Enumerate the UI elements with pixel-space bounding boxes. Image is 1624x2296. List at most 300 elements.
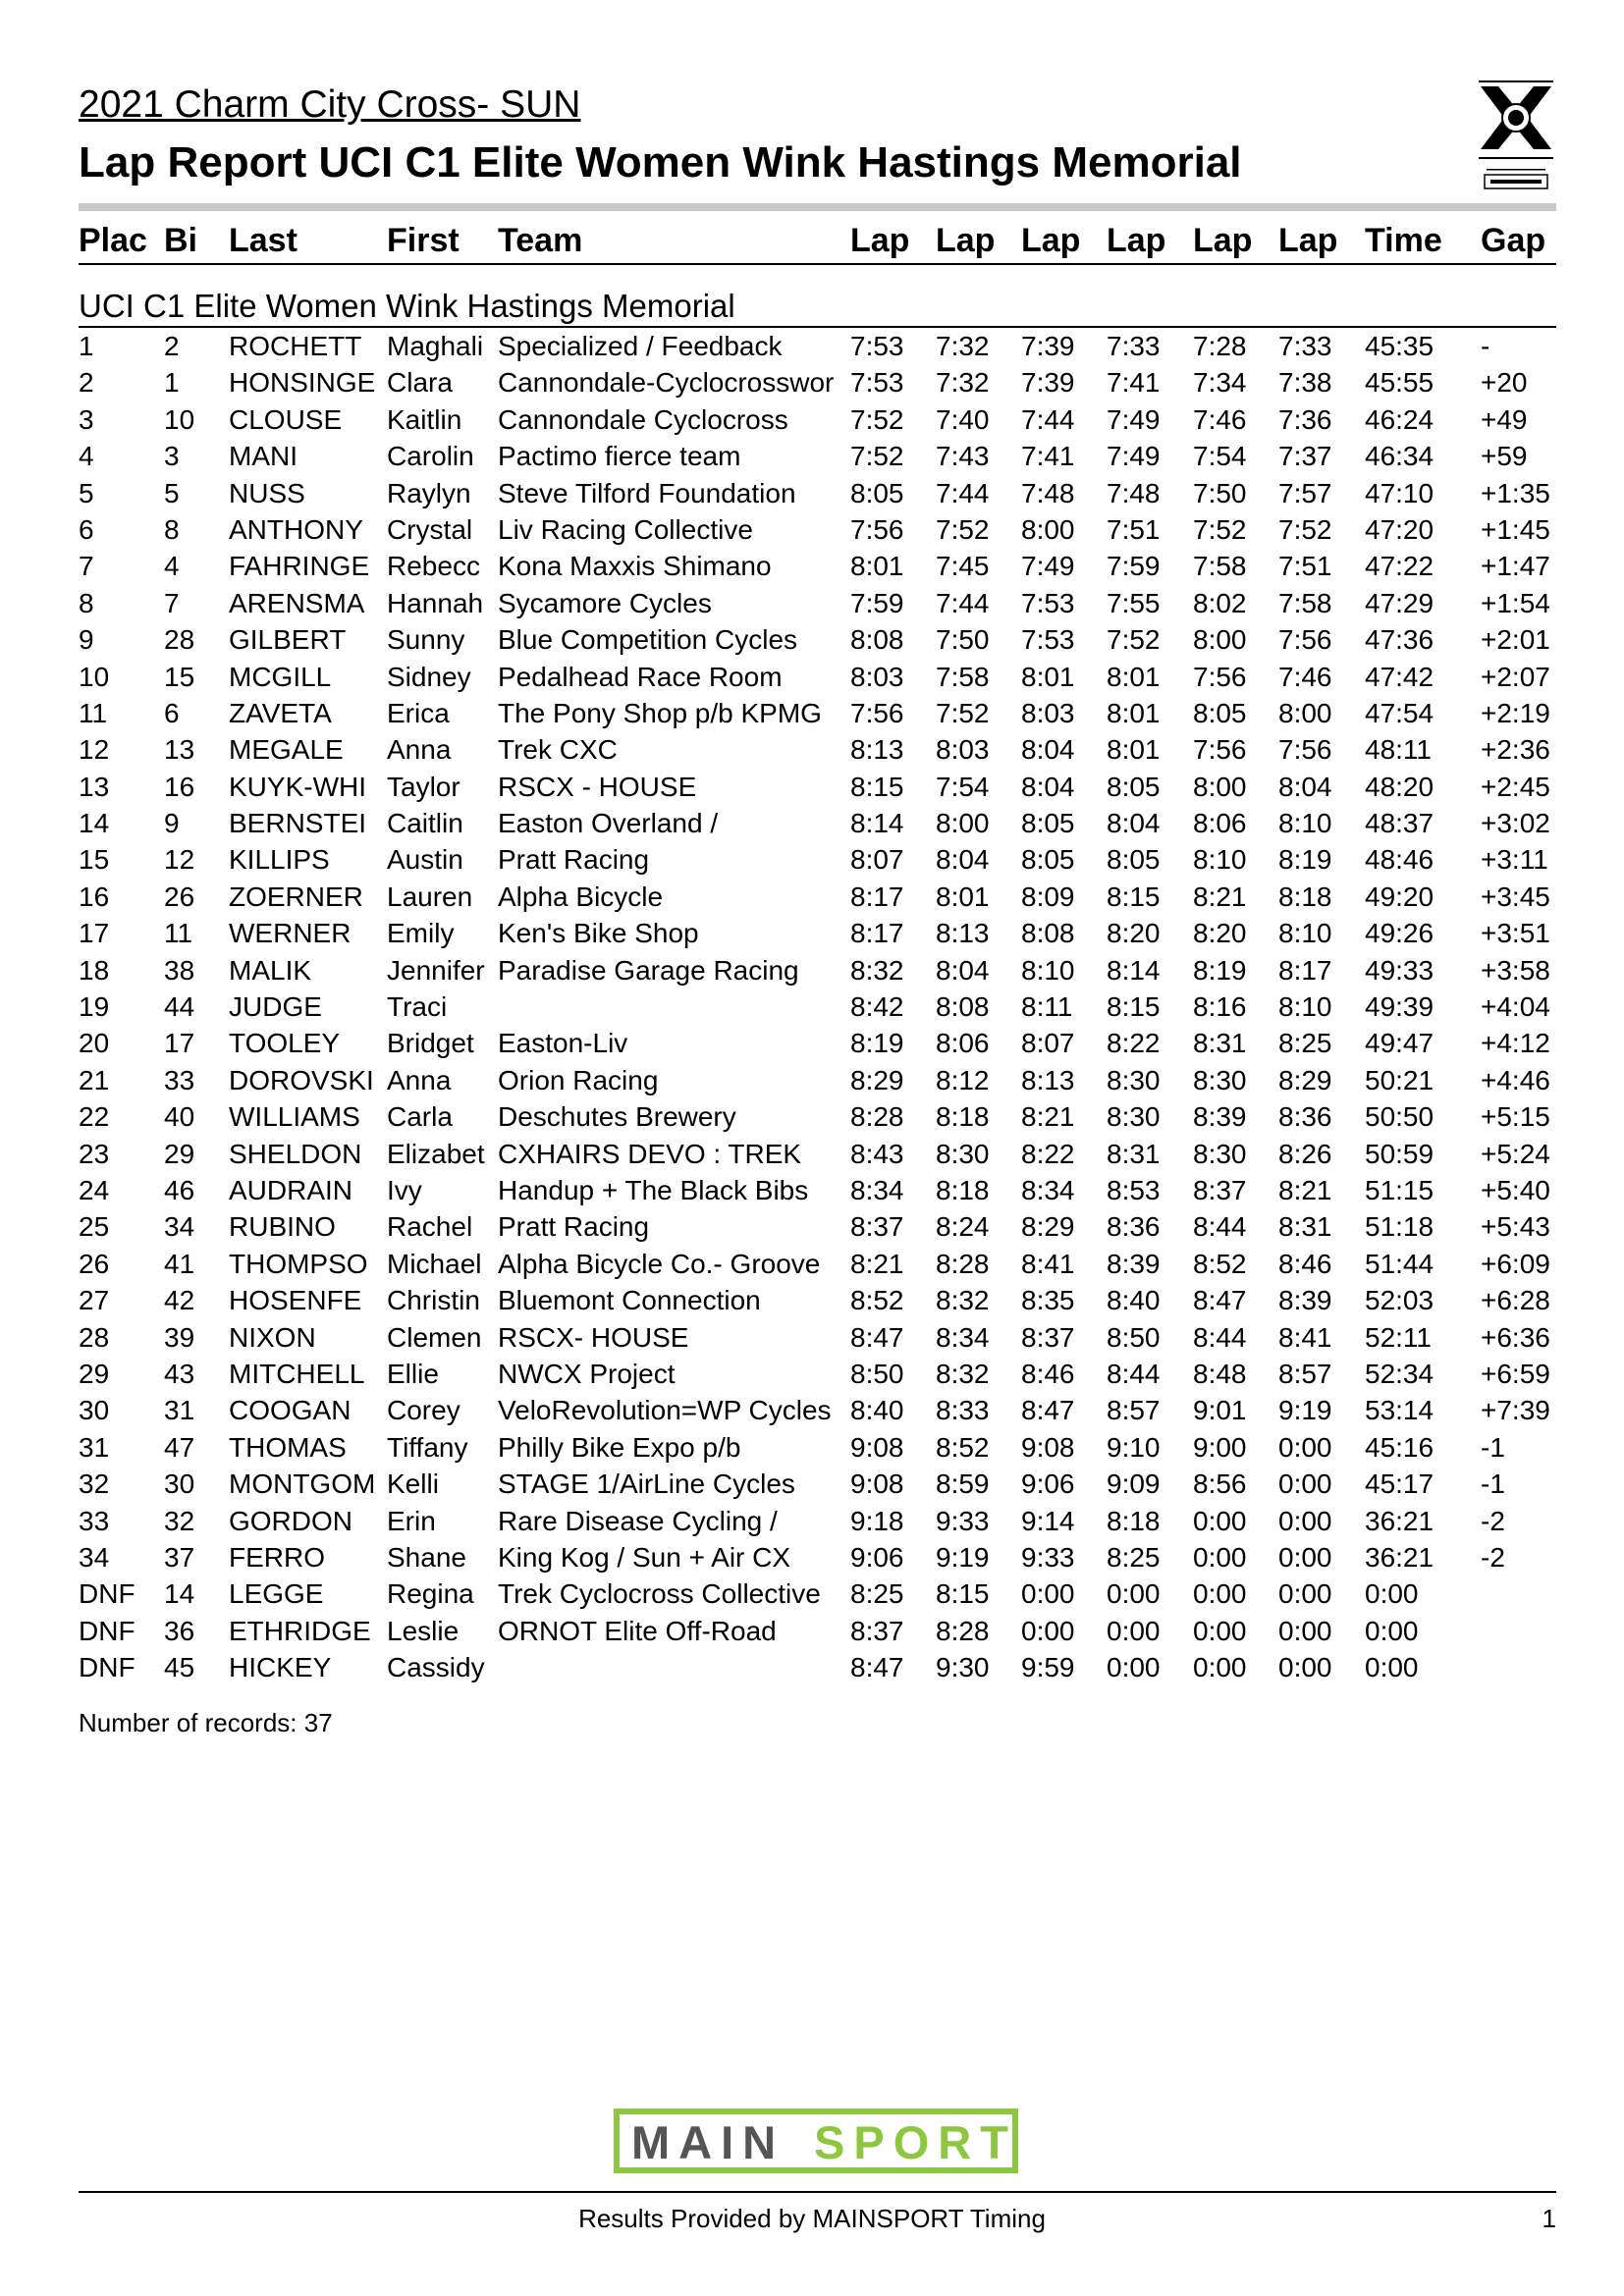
cell-lap-6: 7:56 xyxy=(1278,625,1332,656)
cell-team: King Kog / Sun + Air CX xyxy=(498,1542,791,1573)
cell-lap-3: 8:37 xyxy=(1021,1322,1075,1353)
cell-gap: +3:45 xyxy=(1481,881,1550,912)
cell-team: Alpha Bicycle Co.- Groove xyxy=(498,1249,821,1279)
cell-lap-1: 7:56 xyxy=(850,514,904,545)
cell-lap-5: 8:06 xyxy=(1193,809,1247,839)
cell-lap-5: 0:00 xyxy=(1193,1506,1247,1536)
cell-time: 52:11 xyxy=(1365,1322,1432,1353)
table-row xyxy=(0,731,1624,768)
cell-first-name: Crystal xyxy=(387,514,473,545)
cell-last-name: THOMPSO xyxy=(229,1249,368,1279)
cell-lap-3: 8:11 xyxy=(1021,992,1073,1023)
cell-place: 12 xyxy=(79,735,110,766)
cell-last-name: KUYK-WHI xyxy=(229,772,366,802)
table-row xyxy=(0,1613,1624,1649)
cell-time: 45:35 xyxy=(1365,332,1435,361)
cell-last-name: ZAVETA xyxy=(229,698,332,728)
cell-first-name: Shane xyxy=(387,1542,466,1573)
table-row xyxy=(0,1025,1624,1061)
cell-time: 36:21 xyxy=(1365,1542,1435,1573)
cell-first-name: Caitlin xyxy=(387,809,463,839)
cell-team: Liv Racing Collective xyxy=(498,514,753,545)
charm-city-cross-logo xyxy=(1477,79,1555,192)
cell-last-name: JUDGE xyxy=(229,992,322,1023)
cell-last-name: ZOERNER xyxy=(229,881,363,912)
cell-lap-2: 7:50 xyxy=(936,625,990,656)
cell-lap-6: 9:19 xyxy=(1278,1396,1332,1426)
cell-lap-1: 8:17 xyxy=(850,881,904,912)
cell-lap-3: 8:41 xyxy=(1021,1249,1075,1279)
header-rule xyxy=(79,263,1556,265)
cell-lap-4: 8:04 xyxy=(1107,809,1161,839)
cell-first-name: Hannah xyxy=(387,588,484,618)
table-row xyxy=(0,1503,1624,1539)
cell-team: The Pony Shop p/b KPMG xyxy=(498,698,822,728)
cell-gap: +5:24 xyxy=(1481,1139,1550,1169)
cell-lap-1: 8:29 xyxy=(850,1065,904,1095)
cell-time: 51:15 xyxy=(1365,1175,1435,1205)
cell-place: DNF xyxy=(79,1616,135,1646)
cell-lap-5: 8:39 xyxy=(1193,1102,1247,1133)
cell-first-name: Bridget xyxy=(387,1029,474,1059)
cell-lap-3: 8:00 xyxy=(1021,514,1075,545)
cell-time: 52:03 xyxy=(1365,1286,1435,1316)
cell-place: 16 xyxy=(79,881,110,912)
cell-place: 18 xyxy=(79,955,110,986)
cell-lap-6: 8:10 xyxy=(1278,809,1332,839)
cell-first-name: Sunny xyxy=(387,625,465,656)
cell-first-name: Clara xyxy=(387,368,453,399)
cell-time: 48:11 xyxy=(1365,735,1432,766)
cell-time: 45:55 xyxy=(1365,368,1435,399)
cell-place: 10 xyxy=(79,662,110,692)
cell-lap-1: 8:03 xyxy=(850,662,904,692)
cell-gap: +2:01 xyxy=(1481,625,1550,656)
cell-place: 22 xyxy=(79,1102,110,1133)
cell-gap: +49 xyxy=(1481,404,1528,435)
cell-lap-3: 8:05 xyxy=(1021,845,1075,876)
cell-time: 49:47 xyxy=(1365,1029,1435,1059)
cell-last-name: WILLIAMS xyxy=(229,1102,360,1133)
cell-lap-1: 7:56 xyxy=(850,698,904,728)
cell-first-name: Corey xyxy=(387,1396,460,1426)
cell-time: 49:33 xyxy=(1365,955,1435,986)
cell-lap-3: 8:09 xyxy=(1021,881,1075,912)
cell-gap: -2 xyxy=(1481,1542,1505,1573)
cell-lap-3: 8:29 xyxy=(1021,1212,1075,1243)
cell-bib: 4 xyxy=(164,552,180,582)
cell-first-name: Michael xyxy=(387,1249,482,1279)
cell-bib: 6 xyxy=(164,698,180,728)
cell-lap-6: 0:00 xyxy=(1278,1542,1332,1573)
cell-lap-1: 7:52 xyxy=(850,404,904,435)
header-lap-3: Lap xyxy=(1021,222,1081,259)
cell-team: Bluemont Connection xyxy=(498,1286,761,1316)
cell-team: Pactimo fierce team xyxy=(498,442,741,472)
cell-last-name: HICKEY xyxy=(229,1653,332,1683)
cell-lap-1: 7:59 xyxy=(850,588,904,618)
header-place: Plac xyxy=(79,222,147,259)
header-last-name: Last xyxy=(229,222,298,259)
cell-lap-2: 7:43 xyxy=(936,442,990,472)
header-time: Time xyxy=(1365,222,1442,259)
cell-lap-4: 8:22 xyxy=(1107,1029,1161,1059)
cell-lap-5: 7:50 xyxy=(1193,478,1247,508)
cell-lap-4: 8:39 xyxy=(1107,1249,1161,1279)
cell-lap-3: 8:34 xyxy=(1021,1175,1075,1205)
cell-team: Ken's Bike Shop xyxy=(498,919,699,949)
table-row xyxy=(0,659,1624,695)
cell-lap-6: 8:10 xyxy=(1278,992,1332,1023)
cell-lap-2: 8:00 xyxy=(936,809,990,839)
cell-place: 14 xyxy=(79,809,110,839)
cell-lap-5: 8:16 xyxy=(1193,992,1247,1023)
cell-lap-4: 7:51 xyxy=(1107,514,1161,545)
cell-team: VeloRevolution=WP Cycles xyxy=(498,1396,832,1426)
cell-first-name: Anna xyxy=(387,1065,452,1095)
cell-lap-4: 0:00 xyxy=(1107,1579,1161,1610)
cell-time: 46:34 xyxy=(1365,442,1435,472)
cell-lap-3: 9:59 xyxy=(1021,1653,1075,1683)
cell-lap-6: 7:37 xyxy=(1278,442,1332,472)
cell-lap-4: 8:53 xyxy=(1107,1175,1161,1205)
cell-place: 9 xyxy=(79,625,94,656)
cell-bib: 34 xyxy=(164,1212,195,1243)
cell-lap-4: 0:00 xyxy=(1107,1653,1161,1683)
cell-first-name: Ivy xyxy=(387,1175,422,1205)
cell-gap: - xyxy=(1481,332,1490,361)
cell-gap: +6:09 xyxy=(1481,1249,1550,1279)
cell-team: Blue Competition Cycles xyxy=(498,625,798,656)
cell-lap-2: 8:04 xyxy=(936,955,990,986)
cell-lap-2: 8:32 xyxy=(936,1359,990,1389)
cell-lap-6: 8:25 xyxy=(1278,1029,1332,1059)
cell-place: 7 xyxy=(79,552,94,582)
cell-lap-2: 7:45 xyxy=(936,552,990,582)
cell-lap-2: 8:04 xyxy=(936,845,990,876)
cell-lap-6: 7:57 xyxy=(1278,478,1332,508)
cell-last-name: ROCHETT xyxy=(229,332,362,361)
cell-lap-5: 8:30 xyxy=(1193,1139,1247,1169)
cell-team: RSCX- HOUSE xyxy=(498,1322,689,1353)
cell-lap-6: 7:56 xyxy=(1278,735,1332,766)
cell-time: 46:24 xyxy=(1365,404,1435,435)
table-row xyxy=(0,1429,1624,1466)
cell-last-name: WERNER xyxy=(229,919,352,949)
cell-last-name: FAHRINGE xyxy=(229,552,370,582)
cell-lap-5: 0:00 xyxy=(1193,1653,1247,1683)
cell-lap-4: 8:05 xyxy=(1107,845,1161,876)
cell-bib: 43 xyxy=(164,1359,195,1389)
cell-first-name: Kaitlin xyxy=(387,404,462,435)
cell-gap: +59 xyxy=(1481,442,1528,472)
cell-lap-1: 8:14 xyxy=(850,809,904,839)
cell-lap-5: 7:46 xyxy=(1193,404,1247,435)
cell-time: 0:00 xyxy=(1365,1616,1419,1646)
cell-lap-3: 8:22 xyxy=(1021,1139,1075,1169)
cell-bib: 16 xyxy=(164,772,195,802)
cell-lap-2: 7:52 xyxy=(936,698,990,728)
cell-last-name: COOGAN xyxy=(229,1396,352,1426)
cell-lap-6: 7:38 xyxy=(1278,368,1332,399)
cell-last-name: SHELDON xyxy=(229,1139,362,1169)
cell-lap-3: 8:10 xyxy=(1021,955,1075,986)
table-row xyxy=(0,988,1624,1025)
cell-gap: +7:39 xyxy=(1481,1396,1550,1426)
cell-time: 51:18 xyxy=(1365,1212,1435,1243)
cell-lap-6: 0:00 xyxy=(1278,1432,1332,1463)
table-row xyxy=(0,1282,1624,1318)
cell-lap-6: 8:39 xyxy=(1278,1286,1332,1316)
cell-last-name: MONTGOM xyxy=(229,1469,376,1500)
cell-time: 47:36 xyxy=(1365,625,1435,656)
cell-lap-4: 7:49 xyxy=(1107,442,1161,472)
cell-first-name: Raylyn xyxy=(387,478,471,508)
cell-bib: 45 xyxy=(164,1653,195,1683)
table-row xyxy=(0,805,1624,841)
cell-lap-3: 0:00 xyxy=(1021,1579,1075,1610)
cell-lap-2: 7:32 xyxy=(936,368,990,399)
cell-last-name: DOROVSKI xyxy=(229,1065,374,1095)
cell-lap-4: 8:57 xyxy=(1107,1396,1161,1426)
cell-lap-5: 8:47 xyxy=(1193,1286,1247,1316)
cell-first-name: Emily xyxy=(387,919,455,949)
cell-time: 47:54 xyxy=(1365,698,1435,728)
results-table xyxy=(0,328,1624,1685)
cell-place: 23 xyxy=(79,1139,110,1169)
cell-team: Cannondale Cyclocross xyxy=(498,404,788,435)
table-row xyxy=(0,1062,1624,1098)
cell-team: ORNOT Elite Off-Road xyxy=(498,1616,777,1646)
cell-bib: 12 xyxy=(164,845,195,876)
table-row xyxy=(0,915,1624,951)
cell-lap-1: 8:07 xyxy=(850,845,904,876)
cell-bib: 40 xyxy=(164,1102,195,1133)
cell-lap-5: 7:28 xyxy=(1193,332,1247,361)
cell-gap: +5:15 xyxy=(1481,1102,1550,1133)
cell-bib: 3 xyxy=(164,442,180,472)
cell-lap-3: 7:44 xyxy=(1021,404,1075,435)
cell-lap-2: 8:01 xyxy=(936,881,990,912)
cell-last-name: HONSINGE xyxy=(229,368,376,399)
cell-gap: +6:36 xyxy=(1481,1322,1550,1353)
cell-gap: +2:07 xyxy=(1481,662,1550,692)
cell-lap-4: 7:33 xyxy=(1107,332,1161,361)
cell-lap-1: 8:50 xyxy=(850,1359,904,1389)
cell-time: 50:50 xyxy=(1365,1102,1435,1133)
cell-bib: 44 xyxy=(164,992,195,1023)
cell-time: 47:42 xyxy=(1365,662,1435,692)
cell-lap-3: 7:41 xyxy=(1021,442,1075,472)
cell-first-name: Sidney xyxy=(387,662,471,692)
cell-lap-4: 8:14 xyxy=(1107,955,1161,986)
cell-lap-1: 8:15 xyxy=(850,772,904,802)
cell-lap-2: 8:24 xyxy=(936,1212,990,1243)
cell-last-name: NIXON xyxy=(229,1322,316,1353)
cell-last-name: MITCHELL xyxy=(229,1359,365,1389)
cell-bib: 8 xyxy=(164,514,180,545)
cell-lap-1: 8:43 xyxy=(850,1139,904,1169)
table-row xyxy=(0,511,1624,548)
cell-bib: 5 xyxy=(164,478,180,508)
cell-lap-4: 8:30 xyxy=(1107,1065,1161,1095)
header-lap-2: Lap xyxy=(936,222,996,259)
cell-time: 45:17 xyxy=(1365,1469,1435,1500)
cell-bib: 11 xyxy=(164,919,193,949)
cell-lap-3: 9:08 xyxy=(1021,1432,1075,1463)
cell-lap-6: 8:29 xyxy=(1278,1065,1332,1095)
cell-first-name: Austin xyxy=(387,845,463,876)
cell-place: 5 xyxy=(79,478,94,508)
cell-last-name: BERNSTEI xyxy=(229,809,367,839)
event-title: 2021 Charm City Cross- SUN xyxy=(79,83,581,126)
header-first-name: First xyxy=(387,222,460,259)
report-title: Lap Report UCI C1 Elite Women Wink Hastings Memorial xyxy=(79,138,1242,187)
cell-lap-4: 8:44 xyxy=(1107,1359,1161,1389)
cell-lap-1: 7:52 xyxy=(850,442,904,472)
cell-time: 36:21 xyxy=(1365,1506,1435,1536)
cell-lap-6: 8:19 xyxy=(1278,845,1332,876)
cell-gap: +1:54 xyxy=(1481,588,1550,618)
table-row xyxy=(0,1392,1624,1428)
cell-place: 8 xyxy=(79,588,94,618)
cell-lap-6: 7:51 xyxy=(1278,552,1332,582)
cell-team: Paradise Garage Racing xyxy=(498,955,799,986)
header-lap-1: Lap xyxy=(850,222,910,259)
cell-place: 21 xyxy=(79,1065,110,1095)
cell-lap-4: 8:20 xyxy=(1107,919,1161,949)
cell-lap-5: 8:48 xyxy=(1193,1359,1247,1389)
cell-lap-2: 8:59 xyxy=(936,1469,990,1500)
cell-place: 26 xyxy=(79,1249,110,1279)
cell-first-name: Regina xyxy=(387,1579,474,1610)
table-row xyxy=(0,1246,1624,1282)
cell-team: Easton-Liv xyxy=(498,1029,628,1059)
cell-time: 48:46 xyxy=(1365,845,1435,876)
footer-rule xyxy=(79,2191,1556,2193)
cell-lap-3: 8:47 xyxy=(1021,1396,1075,1426)
cell-lap-4: 8:31 xyxy=(1107,1139,1161,1169)
cell-team: Specialized / Feedback xyxy=(498,332,783,361)
cell-team: Handup + The Black Bibs xyxy=(498,1175,809,1205)
cell-lap-6: 8:17 xyxy=(1278,955,1332,986)
cell-bib: 30 xyxy=(164,1469,195,1500)
cell-lap-5: 8:52 xyxy=(1193,1249,1247,1279)
cell-lap-1: 8:37 xyxy=(850,1212,904,1243)
cell-time: 47:29 xyxy=(1365,588,1435,618)
header-lap-4: Lap xyxy=(1107,222,1166,259)
cell-lap-5: 9:01 xyxy=(1193,1396,1247,1426)
cell-place: 3 xyxy=(79,404,94,435)
table-row xyxy=(0,1649,1624,1685)
cell-lap-2: 9:33 xyxy=(936,1506,990,1536)
cell-bib: 42 xyxy=(164,1286,195,1316)
cell-team: NWCX Project xyxy=(498,1359,676,1389)
cell-lap-2: 7:58 xyxy=(936,662,990,692)
table-row xyxy=(0,1575,1624,1612)
cell-lap-4: 8:25 xyxy=(1107,1542,1161,1573)
table-row xyxy=(0,1136,1624,1172)
cell-lap-6: 7:33 xyxy=(1278,332,1332,361)
cell-last-name: GORDON xyxy=(229,1506,352,1536)
cell-team: RSCX - HOUSE xyxy=(498,772,697,802)
cell-lap-1: 8:52 xyxy=(850,1286,904,1316)
cell-lap-5: 8:37 xyxy=(1193,1175,1247,1205)
cell-lap-5: 9:00 xyxy=(1193,1432,1247,1463)
cell-lap-3: 8:04 xyxy=(1021,772,1075,802)
cell-bib: 28 xyxy=(164,625,195,656)
cell-lap-1: 8:32 xyxy=(850,955,904,986)
cell-team: STAGE 1/AirLine Cycles xyxy=(498,1469,795,1500)
cell-lap-5: 7:52 xyxy=(1193,514,1247,545)
cell-lap-1: 8:28 xyxy=(850,1102,904,1133)
cell-lap-1: 8:42 xyxy=(850,992,904,1023)
cell-time: 50:59 xyxy=(1365,1139,1435,1169)
cell-lap-6: 8:41 xyxy=(1278,1322,1332,1353)
cell-lap-2: 8:15 xyxy=(936,1579,990,1610)
cell-lap-4: 0:00 xyxy=(1107,1616,1161,1646)
cell-lap-3: 8:08 xyxy=(1021,919,1075,949)
cell-lap-1: 8:17 xyxy=(850,919,904,949)
table-row xyxy=(0,401,1624,438)
cell-lap-4: 7:59 xyxy=(1107,552,1161,582)
table-row xyxy=(0,1466,1624,1502)
cell-lap-3: 8:13 xyxy=(1021,1065,1075,1095)
cell-lap-5: 8:44 xyxy=(1193,1212,1247,1243)
cell-lap-3: 8:01 xyxy=(1021,662,1075,692)
cell-time: 0:00 xyxy=(1365,1579,1419,1610)
cell-first-name: Taylor xyxy=(387,772,460,802)
cell-lap-2: 8:08 xyxy=(936,992,990,1023)
cell-lap-4: 8:01 xyxy=(1107,698,1161,728)
cell-lap-5: 0:00 xyxy=(1193,1616,1247,1646)
cell-gap: +1:47 xyxy=(1481,552,1550,582)
cell-last-name: THOMAS xyxy=(229,1432,347,1463)
cell-place: 19 xyxy=(79,992,110,1023)
cell-team: Orion Racing xyxy=(498,1065,659,1095)
cell-bib: 2 xyxy=(164,332,180,361)
cell-lap-5: 7:54 xyxy=(1193,442,1247,472)
cell-place: 32 xyxy=(79,1469,110,1500)
cell-last-name: MEGALE xyxy=(229,735,344,766)
cell-team: Deschutes Brewery xyxy=(498,1102,736,1133)
cell-lap-6: 0:00 xyxy=(1278,1653,1332,1683)
cell-lap-6: 8:46 xyxy=(1278,1249,1332,1279)
cell-bib: 9 xyxy=(164,809,180,839)
cell-last-name: MCGILL xyxy=(229,662,332,692)
cell-team: Pratt Racing xyxy=(498,1212,650,1243)
cell-bib: 17 xyxy=(164,1029,195,1059)
cell-gap: +20 xyxy=(1481,368,1528,399)
cell-lap-1: 8:08 xyxy=(850,625,904,656)
cell-lap-2: 9:30 xyxy=(936,1653,990,1683)
cell-lap-5: 8:31 xyxy=(1193,1029,1247,1059)
cell-lap-5: 8:21 xyxy=(1193,881,1247,912)
cell-lap-2: 7:44 xyxy=(936,478,990,508)
cell-lap-6: 8:21 xyxy=(1278,1175,1332,1205)
cell-lap-1: 9:08 xyxy=(850,1432,904,1463)
cell-first-name: Clemen xyxy=(387,1322,482,1353)
cell-lap-4: 8:15 xyxy=(1107,992,1161,1023)
cell-bib: 14 xyxy=(164,1579,195,1610)
cell-lap-5: 8:20 xyxy=(1193,919,1247,949)
table-row xyxy=(0,1172,1624,1208)
cell-last-name: MANI xyxy=(229,442,298,472)
cell-lap-6: 8:26 xyxy=(1278,1139,1332,1169)
cell-time: 47:10 xyxy=(1365,478,1435,508)
cell-lap-3: 9:14 xyxy=(1021,1506,1075,1536)
cell-lap-6: 8:57 xyxy=(1278,1359,1332,1389)
